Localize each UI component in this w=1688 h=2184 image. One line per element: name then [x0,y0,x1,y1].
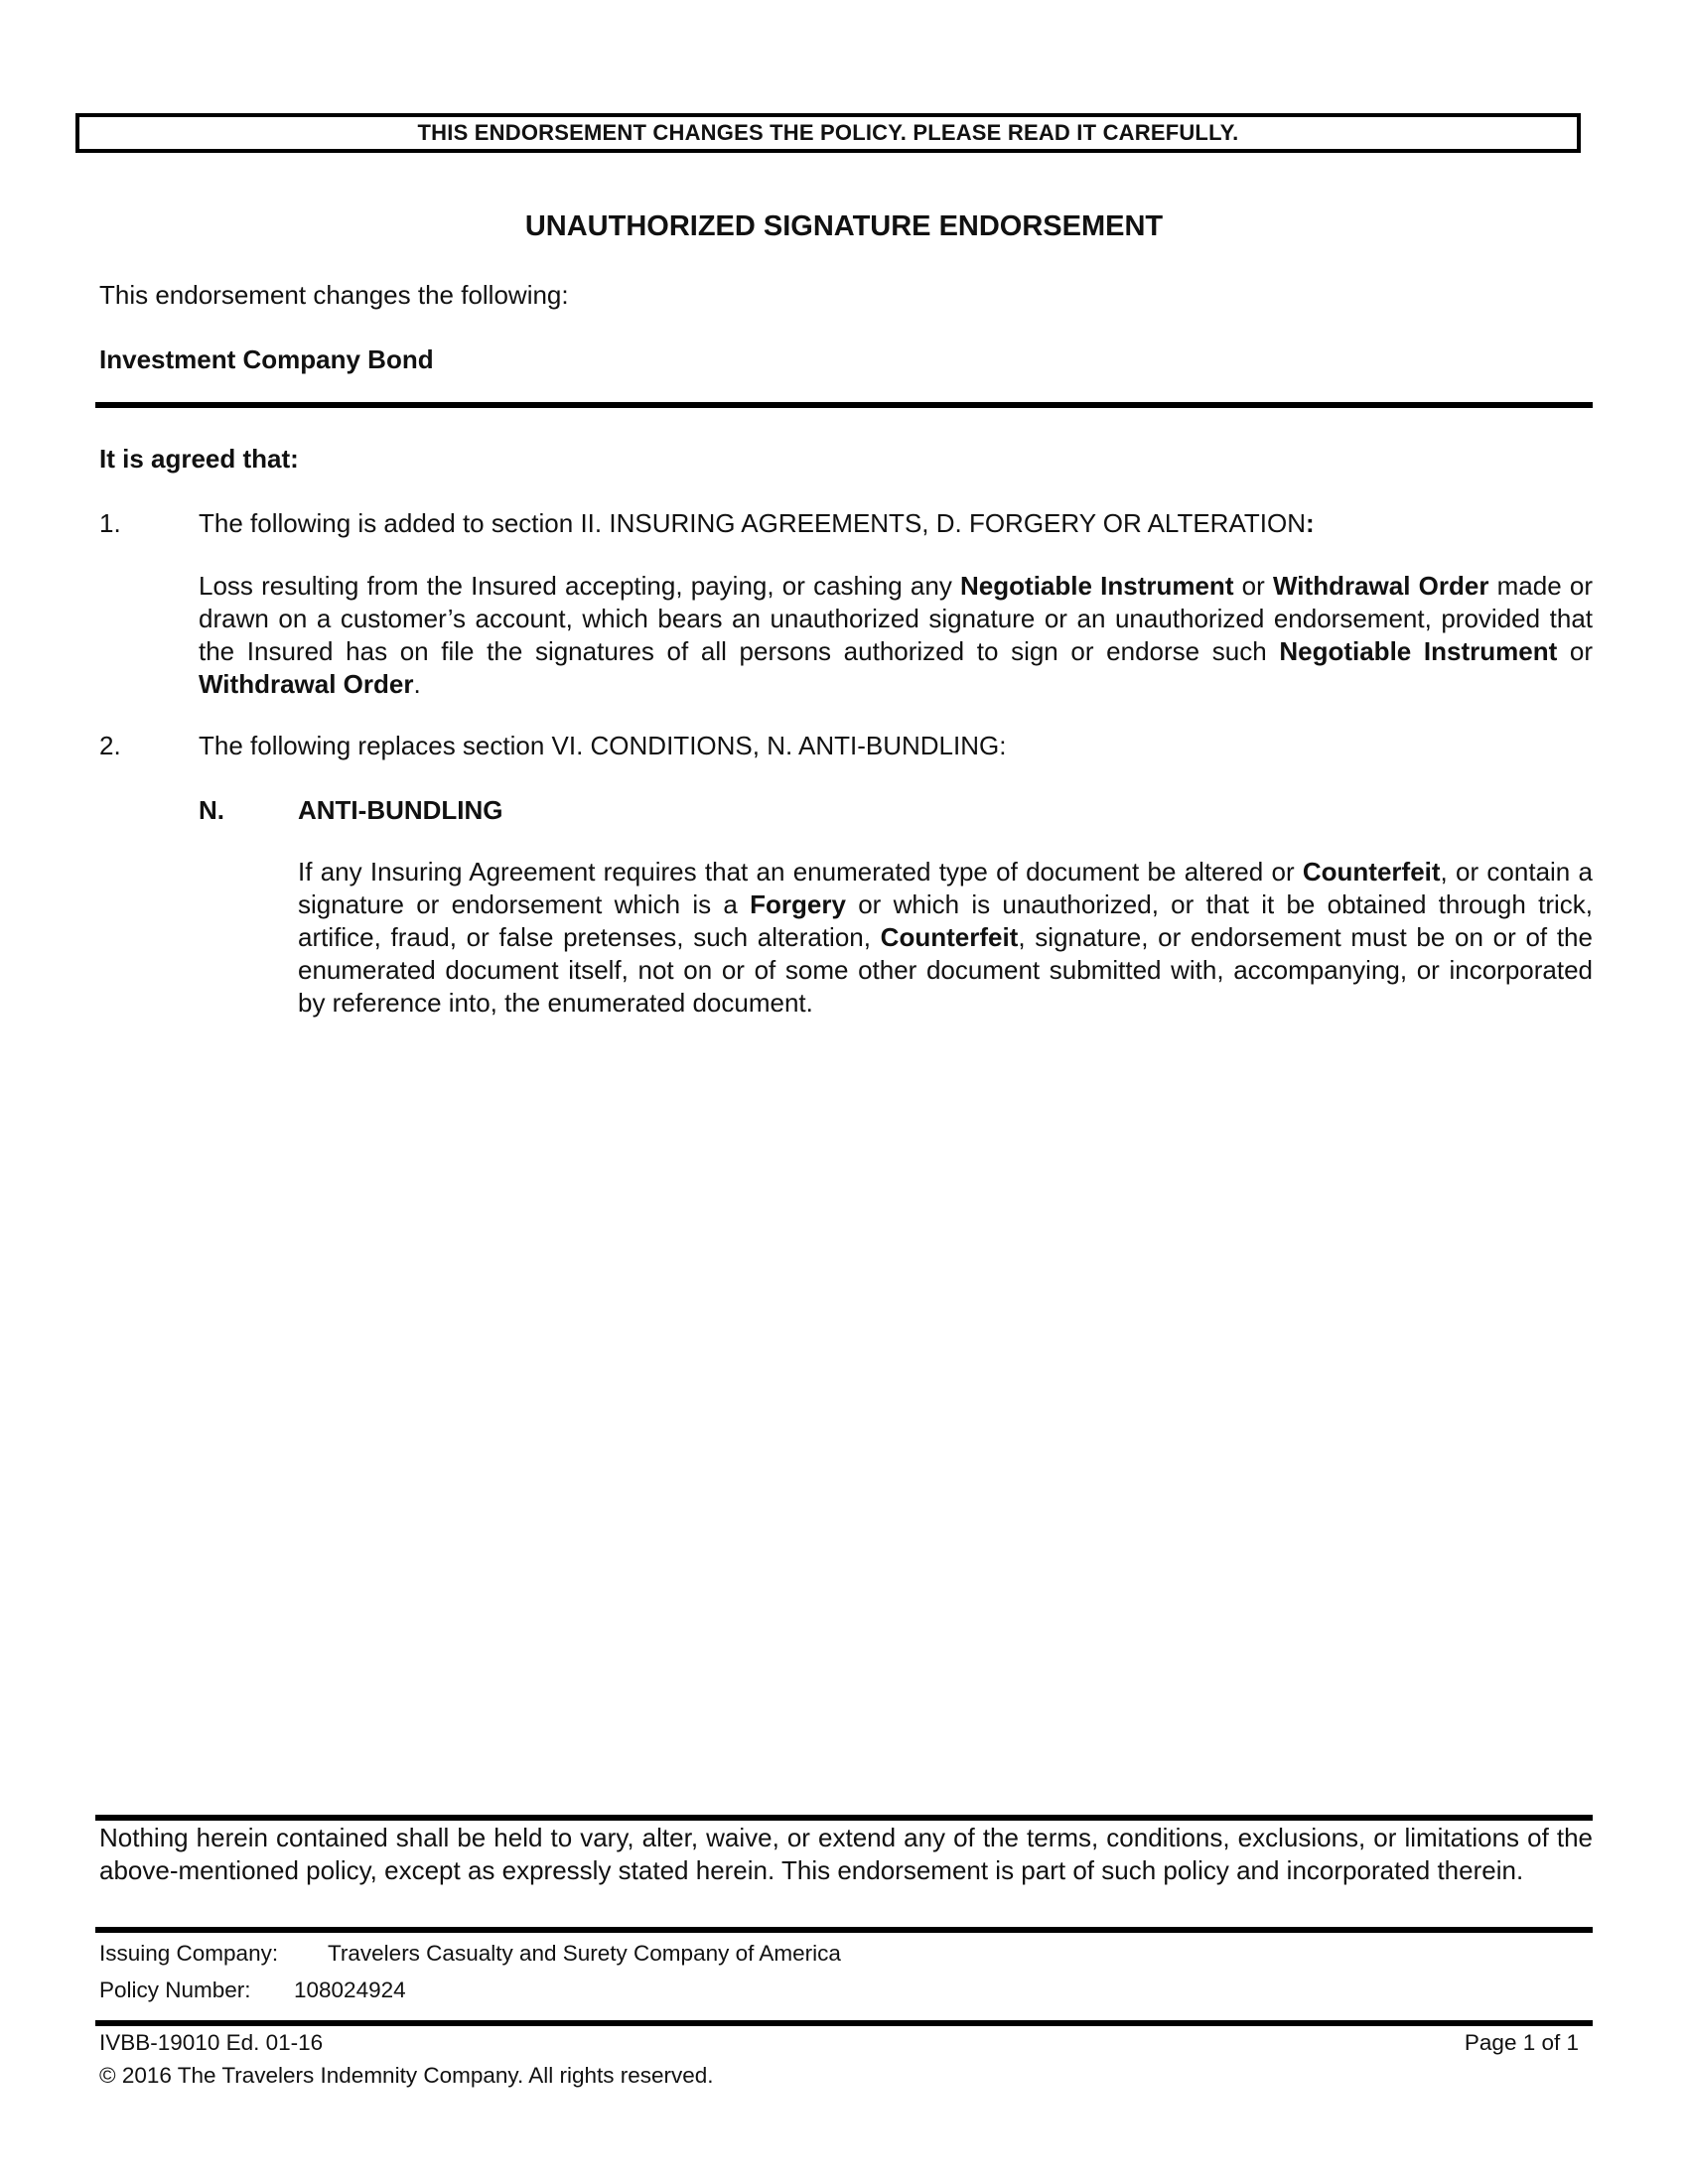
issuing-company-value: Travelers Casualty and Surety Company of America [328,1941,841,1966]
form-name: Investment Company Bond [99,344,434,374]
copyright: © 2016 The Travelers Indemnity Company. All rights reserved. [99,2063,714,2088]
footer-divider-bottom [95,2020,1593,2026]
form-code: IVBB-19010 Ed. 01-16 [99,2030,324,2055]
policy-number-value: 108024924 [294,1978,406,2002]
term-forgery: Forgery [750,889,846,919]
item-2-number: 2. [99,731,121,760]
policy-number-label: Policy Number: [99,1978,251,2002]
footer-notice: Nothing herein contained shall be held to vary, alter, waive, or extend any of the terms, conditions, exclusions, or limitations of the above-mentioned policy, except as expressly stated herein. This endorsement is part of such policy and incorporated therein. [99,1823,1593,1885]
term-counterfeit: Counterfeit [880,922,1019,952]
subsection-letter: N. [199,795,224,825]
agreed-heading: It is agreed that: [99,444,299,474]
item-1-number: 1. [99,508,121,538]
banner-text: THIS ENDORSEMENT CHANGES THE POLICY. PLEASE READ IT CAREFULLY. [417,120,1239,145]
term-withdrawal-order: Withdrawal Order [199,669,414,699]
term-negotiable-instrument: Negotiable Instrument [960,571,1234,601]
item-1-body: Loss resulting from the Insured accepting, paying, or cashing any Negotiable Instrument or Withdrawal Order made or drawn on a customer’s account, which bears an unauthorized signature or an unauthorized endorsement, provided that the Insured has on file the signatures of all persons authorized to sign or endorse such Negotiable Instrument or Withdrawal Order. [199,571,1594,699]
term-withdrawal-order: Withdrawal Order [1273,571,1489,601]
footer-divider-top [95,1815,1593,1821]
subsection-title: ANTI-BUNDLING [298,795,503,825]
endorsement-banner [75,113,1581,153]
intro-text: This endorsement changes the following: [99,280,569,310]
term-negotiable-instrument: Negotiable Instrument [1279,636,1558,666]
footer-divider-middle [95,1927,1593,1933]
term-counterfeit: Counterfeit [1302,857,1441,887]
issuing-company-label: Issuing Company: [99,1941,279,1966]
item-1-heading: The following is added to section II. INSURING AGREEMENTS, D. FORGERY OR ALTERATION: [199,508,1315,538]
item-2-body: If any Insuring Agreement requires that an enumerated type of document be altered or Counterfeit, or contain a signature or endorsement which is a Forgery or which is unauthorized, or that it be obtained through trick, artifice, fraud, or false pretenses, such alteration, Counterfeit, signature, or endorsement must be on or of the enumerated document itself, not on or of some other document submitted with, accompanying, or incorporated by reference into, the enumerated document. [298,857,1593,1018]
page-title: UNAUTHORIZED SIGNATURE ENDORSEMENT [524,210,1164,242]
item-2-heading: The following replaces section VI. CONDITIONS, N. ANTI-BUNDLING: [199,731,1007,760]
page-number: Page 1 of 1 [1464,2030,1579,2055]
section-divider-top [95,402,1593,408]
